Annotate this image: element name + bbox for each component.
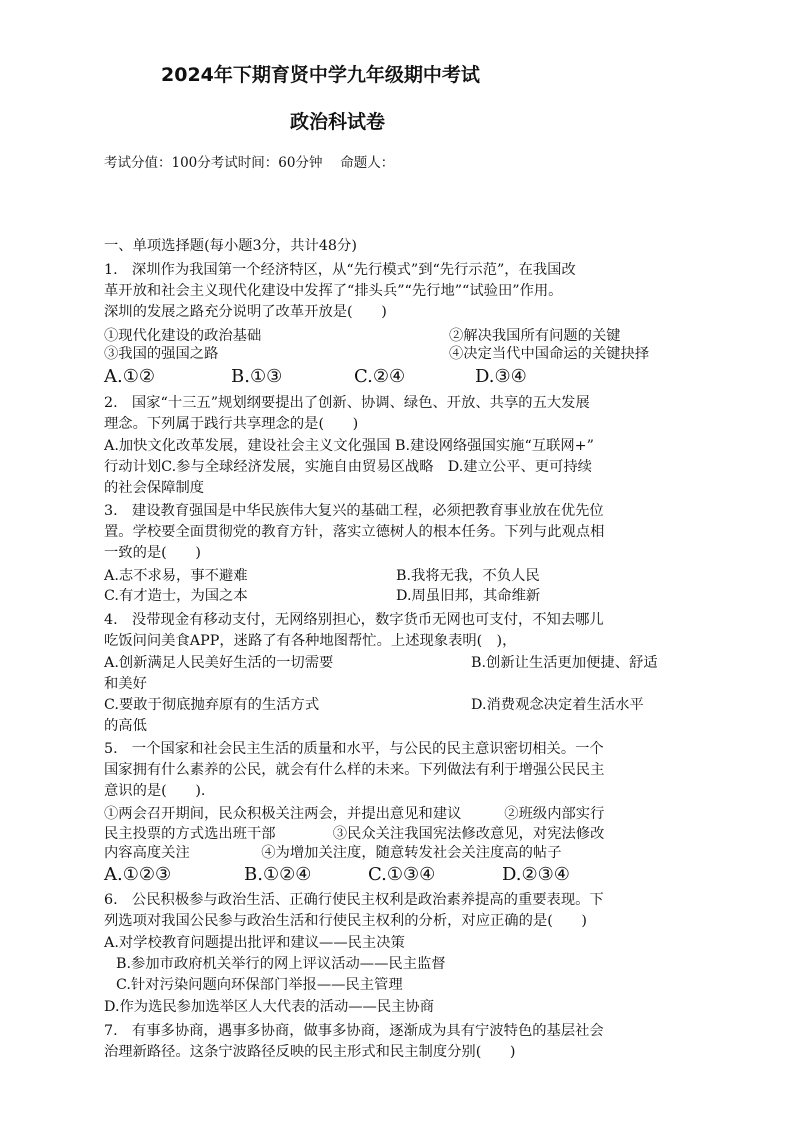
- q2-line-2: 理念。下列属于践行共享理念的是( ): [104, 416, 359, 432]
- q6-option-a: A.对学校教育问题提出批评和建议——民主决策: [104, 935, 405, 951]
- q1-statement-4: ④决定当代中国命运的关键抉择: [449, 346, 650, 362]
- q1-option-d: D.③④: [475, 366, 527, 387]
- q1-options: [104, 366, 544, 390]
- q5-option-c: C.①③④: [368, 864, 436, 885]
- q1-option-b: B.①③: [231, 366, 283, 387]
- q3-option-a: A.志不求易，事不避难: [104, 568, 248, 584]
- q5-option-a: A.①②③: [104, 864, 172, 885]
- q3-option-b: B.我将无我，不负人民: [396, 568, 540, 584]
- q6-option-c: C.针对污染问题向环保部门举报——民主管理: [116, 977, 403, 993]
- q7-line-2: 治理新路径。这条宁波路径反映的民主形式和民主制度分别( ): [104, 1044, 516, 1060]
- q5-line-4: ①两会召开期间，民众积极关注两会，并提出意见和建议 ②班级内部实行: [104, 806, 605, 822]
- q4-option-b: B.创新让生活更加便捷、舒适: [471, 655, 658, 671]
- q4-option-d-cont: 的高低: [104, 718, 147, 734]
- q2-line-3: A.加快文化改革发展，建设社会主义文化强国 B.建设网络强国实施“互联网+”: [104, 438, 594, 454]
- q5-line-5: 民主投票的方式选出班干部 ③民众关注我国宪法修改意见，对宪法修改: [104, 826, 605, 842]
- q6-option-b: B.参加市政府机关举行的网上评议活动——民主监督: [116, 956, 446, 972]
- q5-options: [104, 864, 604, 888]
- exam-subtitle: 政治科试卷: [290, 111, 386, 133]
- q5-line-2: 国家拥有什么素养的公民，就会有什么样的未来。下列做法有利于增强公民民主: [104, 762, 605, 778]
- q5-line-1: 5. 一个国家和社会民主生活的质量和水平，与公民的民主意识密切相关。一个: [104, 741, 604, 757]
- exam-meta: 考试分值：100分考试时间：60分钟 命题人：: [104, 155, 395, 171]
- q3-option-c: C.有才造士，为国之本: [104, 588, 248, 604]
- section-heading: 一、单项选择题(每小题3分，共计48分): [104, 238, 357, 254]
- q1-line-2: 革开放和社会主义现代化建设中发挥了“排头兵”“先行地”“试验田”作用。: [104, 283, 563, 299]
- q5-option-b: B.①②④: [244, 864, 312, 885]
- q3-line-1: 3. 建设教育强国是中华民族伟大复兴的基础工程，必须把教育事业放在优先位: [104, 503, 604, 519]
- q1-option-a: A.①②: [104, 366, 155, 387]
- q6-line-1: 6. 公民积极参与政治生活、正确行使民主权利是政治素养提高的重要表现。下: [104, 892, 604, 908]
- q5-option-d: D.②③④: [502, 864, 570, 885]
- q4-option-b-cont: 和美好: [104, 676, 147, 692]
- q5-line-6: 内容高度关注 ④为增加关注度，随意转发社会关注度高的帖子: [104, 845, 562, 861]
- q4-line-1: 4. 没带现金有移动支付，无网络别担心，数字货币无网也可支付，不知去哪儿: [104, 612, 604, 628]
- q3-line-2: 置。学校要全面贯彻党的教育方针，落实立德树人的根本任务。下列与此观点相: [104, 524, 605, 540]
- q1-statement-2: ②解决我国所有问题的关键: [449, 328, 621, 344]
- q5-line-3: 意识的是( ).: [104, 783, 206, 799]
- q4-option-d: D.消费观念决定着生活水平: [471, 697, 644, 713]
- q2-line-4: 行动计划C.参与全球经济发展，实施自由贸易区战略 D.建立公平、更可持续: [104, 459, 592, 475]
- q1-statement-1: ①现代化建设的政治基础: [104, 328, 262, 344]
- q2-line-1: 2. 国家“十三五”规划纲要提出了创新、协调、绿色、开放、共享的五大发展: [104, 395, 590, 411]
- q3-line-3: 一致的是( ): [104, 545, 201, 561]
- q1-line-3: 深圳的发展之路充分说明了改革开放是( ): [104, 304, 387, 320]
- q1-option-c: C.②④: [354, 366, 406, 387]
- q4-line-2: 吃饭问问美食APP，迷路了有各种地图帮忙。上述现象表明( )，: [104, 633, 517, 649]
- q3-option-d: D.周虽旧邦，其命维新: [396, 588, 541, 604]
- q6-line-2: 列选项对我国公民参与政治生活和行使民主权利的分析，对应正确的是( ): [104, 913, 587, 929]
- q7-line-1: 7. 有事多协商，遇事多协商，做事多协商，逐渐成为具有宁波特色的基层社会: [104, 1023, 604, 1039]
- exam-title: 2024年下期育贤中学九年级期中考试: [161, 64, 480, 86]
- q6-option-d: D.作为选民参加选举区人大代表的活动——民主协商: [104, 999, 435, 1015]
- q1-line-1: 1. 深圳作为我国第一个经济特区，从“先行模式”到“先行示范”，在我国改: [104, 262, 576, 278]
- q4-option-a: A.创新满足人民美好生活的一切需要: [104, 655, 334, 671]
- q1-statement-3: ③我国的强国之路: [104, 346, 219, 362]
- q4-option-c: C.要敢于彻底抛弃原有的生活方式: [104, 697, 320, 713]
- q2-line-5: 的社会保障制度: [104, 480, 205, 496]
